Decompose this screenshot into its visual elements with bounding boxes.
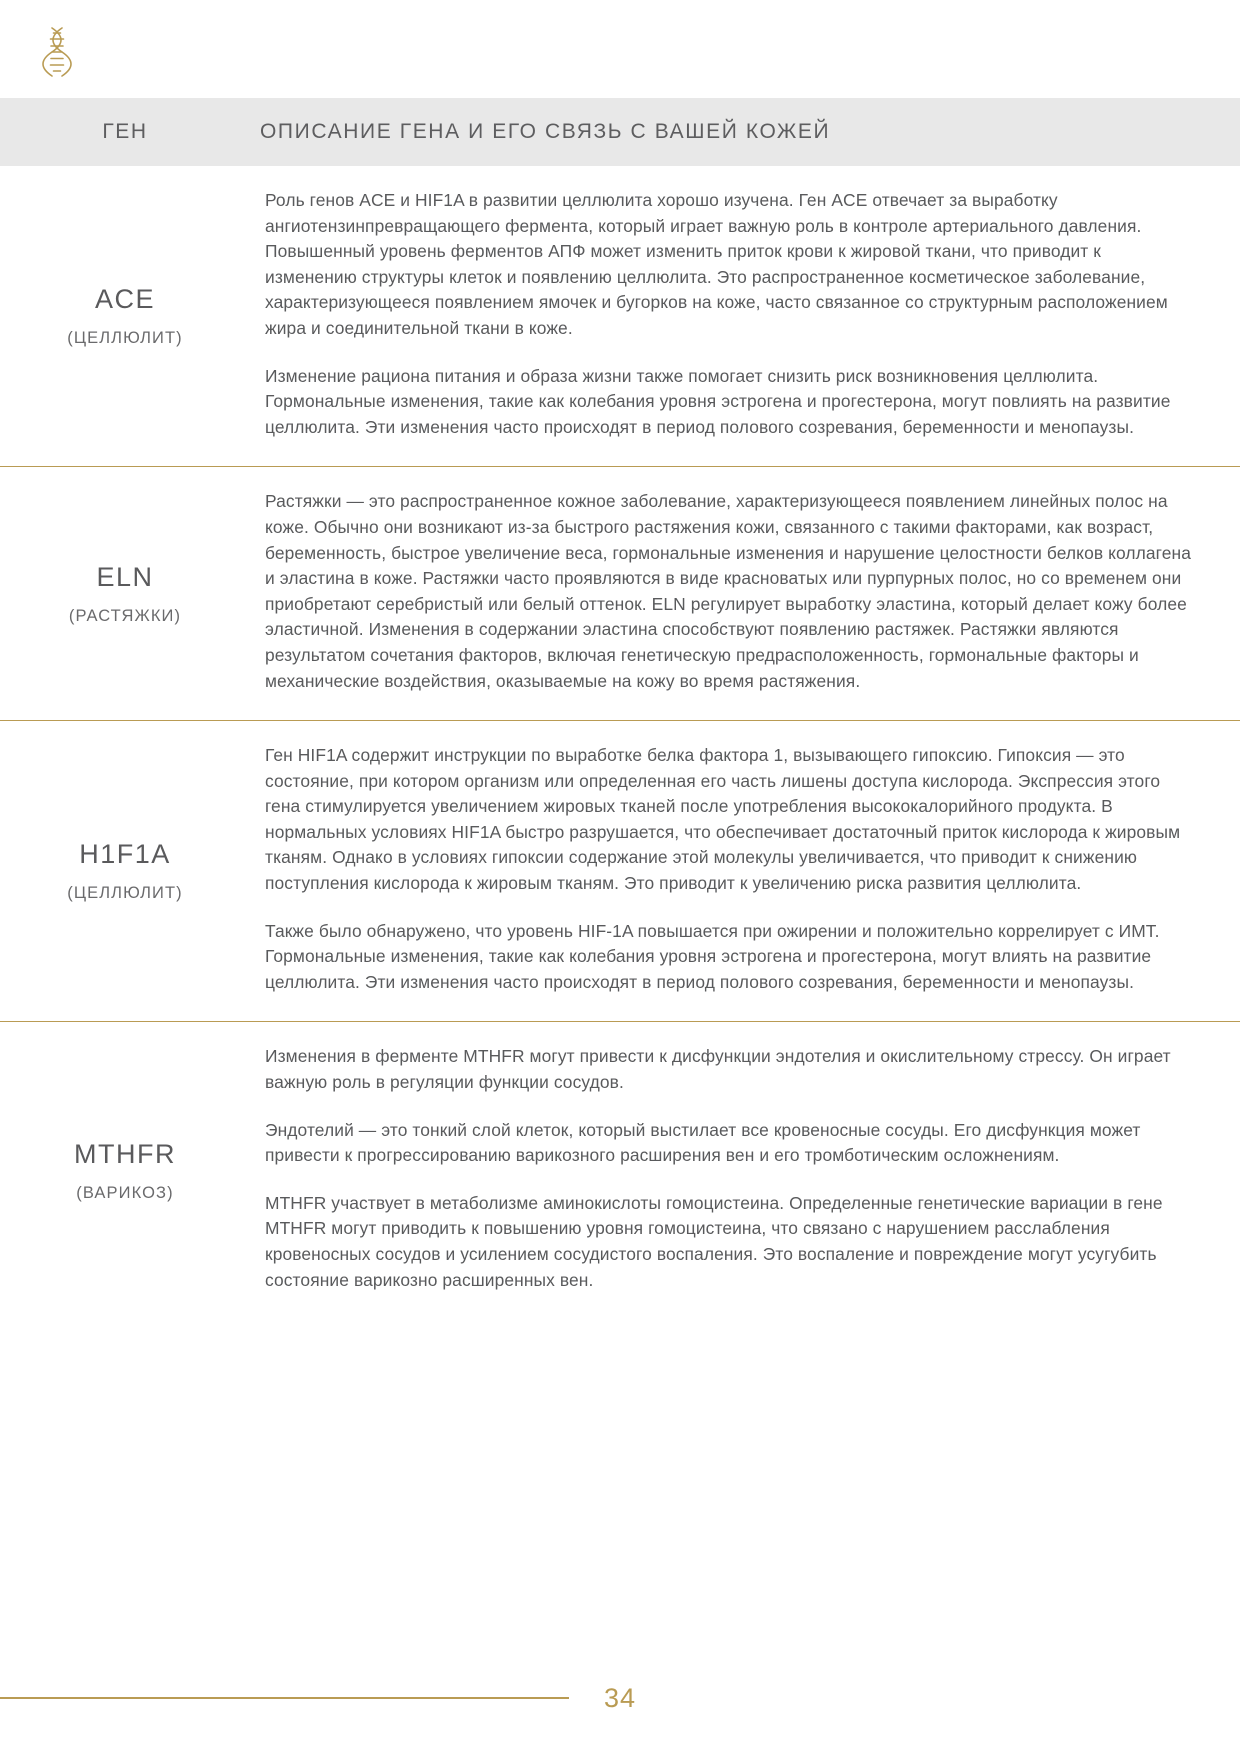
gene-description xyxy=(250,1022,1240,1319)
gene-description xyxy=(250,467,1240,720)
gene-trait: (РАСТЯЖКИ) xyxy=(68,606,182,625)
gene-description xyxy=(250,721,1240,1021)
gene-name: H1F1A xyxy=(79,839,171,870)
paragraph: Изменение рациона питания и образа жизни также помогает снизить риск возникновения целлюлита. Гормональные изменения, такие как колебания уровня эстрогена и прогестерона, могут повлиять на развитие целлюлита. Эти изменения часто происходят в период полового созревания, беременности и менопаузы. xyxy=(265,365,1171,437)
gene-name: MTHFR xyxy=(74,1138,176,1169)
paragraph: Также было обнаружено, что уровень HIF-1A повышается при ожирении и положительно коррелирует с ИМТ. Гормональные изменения, такие как колебания уровня эстрогена и прогестерона, могут влиять на развитие целлюлита. Эти изменения часто происходят в период полового созревания, беременности и менопаузы. xyxy=(265,920,1160,992)
gene-description xyxy=(250,166,1240,466)
page-footer xyxy=(0,1678,1240,1718)
paragraph: Ген HIF1A содержит инструкции по выработке белка фактора 1, вызывающего гипоксию. Гипоксия — это состояние, при котором организм или определенная его часть лишены доступа кислорода. Экспрессия этого гена стимулируется увеличением жировых тканей после употребления высококалорийного продукта. В нормальных условиях HIF1A быстро разрушается, что обеспечивает достаточный приток кислорода к жировым тканям. Однако в условиях гипоксии содержание этой молекулы увеличивается, что приводит к снижению поступления кислорода к жировым тканям. Это приводит к увеличению риска развития целлюлита. xyxy=(265,745,1181,894)
table-header xyxy=(0,98,1240,166)
gene-name: ACE xyxy=(94,284,156,315)
table-row xyxy=(0,467,1240,721)
page-number: 34 xyxy=(603,1682,637,1713)
paragraph: Роль генов ACE и HIF1A в развитии целлюлита хорошо изучена. Ген ACE отвечает за выработку ангиотензинпревращающего фермента, который играет важную роль в контроле артериального давления. Повышенный уровень ферментов АПФ может изменить приток крови к жировой ткани, что приводит к изменению структуры клеток и появлению целлюлита. Это распространенное косметическое заболевание, характеризующееся появлением ямочек и бугорков на коже, часто связанное со структурным расположением жира и соединительной ткани в коже. xyxy=(265,190,1168,338)
column-header-description: ОПИСАНИЕ ГЕНА И ЕГО СВЯЗЬ С ВАШЕЙ КОЖЕЙ xyxy=(260,120,831,143)
gene-cell xyxy=(0,721,250,1021)
paragraph: MTHFR участвует в метаболизме аминокислоты гомоцистеина. Определенные генетические вариации в гене MTHFR могут приводить к повышению уровня гомоцистеина, что связано с нарушением расслабления кровеносных сосудов и усилением сосудистого воспаления. Это воспаление и повреждение могут усугубить состояние варикозно расширенных вен. xyxy=(265,1192,1163,1290)
gene-cell xyxy=(0,1022,250,1319)
column-header-gene: ГЕН xyxy=(102,120,148,143)
table-row xyxy=(0,1022,1240,1319)
gene-cell xyxy=(0,467,250,720)
gene-cell xyxy=(0,166,250,466)
gene-trait: (ВАРИКОЗ) xyxy=(76,1183,174,1202)
table-row xyxy=(0,721,1240,1022)
gene-table-body xyxy=(0,166,1240,1319)
gene-trait: (ЦЕЛЛЮЛИТ) xyxy=(67,329,183,348)
table-row xyxy=(0,166,1240,467)
paragraph: Эндотелий — это тонкий слой клеток, который выстилает все кровеносные сосуды. Его дисфункция может привести к прогрессированию варикозного расширения вен и его тромботическим осложнениям. xyxy=(265,1119,1141,1166)
paragraph: Изменения в ферменте MTHFR могут привести к дисфункции эндотелия и окислительному стрессу. Он играет важную роль в регуляции функции сосудов. xyxy=(265,1046,1171,1093)
dna-helix-logo-icon xyxy=(30,22,90,82)
footer-divider xyxy=(0,1697,569,1699)
gene-name: ELN xyxy=(96,561,154,592)
gene-trait: (ЦЕЛЛЮЛИТ) xyxy=(67,884,183,903)
paragraph: Растяжки — это распространенное кожное заболевание, характеризующееся появлением линейных полос на коже. Обычно они возникают из-за быстрого растяжения кожи, связанного с такими факторами, как возраст, беременность, быстрое увеличение веса, гормональные изменения и нарушение целостности белков коллагена и эластина в коже. Растяжки часто проявляются в виде красноватых или пурпурных полос, но со временем они приобретают серебристый или белый оттенок. ELN регулирует выработку эластина, который делает кожу более эластичной. Изменения в содержании эластина способствуют появлению растяжек. Растяжки являются результатом сочетания факторов, включая генетическую предрасположенность, гормональные факторы и механические воздействия, оказываемые на кожу во время растяжения. xyxy=(265,491,1191,691)
